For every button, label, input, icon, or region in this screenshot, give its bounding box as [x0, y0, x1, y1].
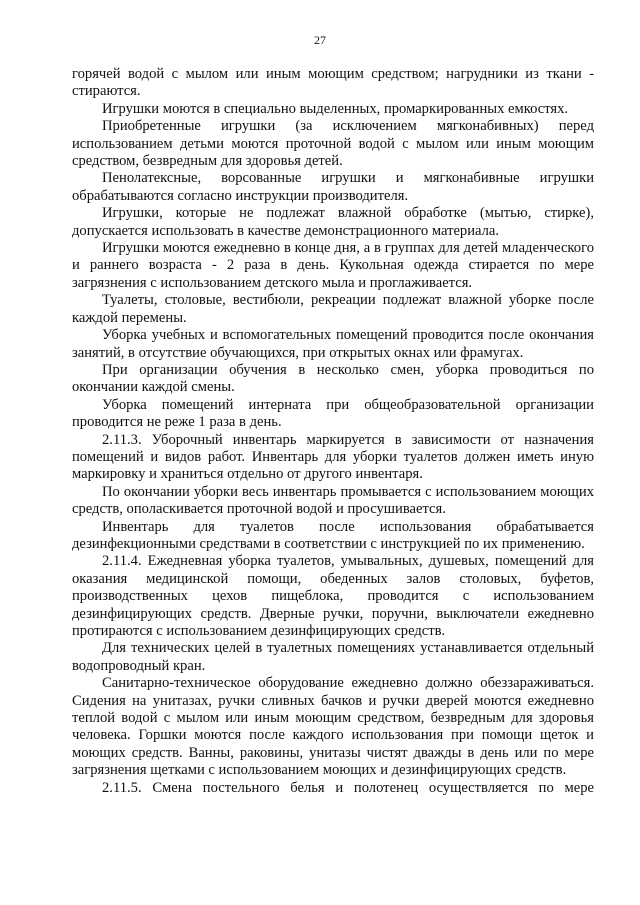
paragraph-10: Уборка помещений интерната при общеобразовательной организации проводится не реже 1 раза в день. — [72, 396, 594, 431]
paragraph-13: Инвентарь для туалетов после использования обрабатывается дезинфекционными средствами в соответствии с инструкцией по их применению. — [72, 518, 594, 552]
paragraph-8: Уборка учебных и вспомогательных помещений проводится после окончания занятий, в отсутствие обучающихся, при открытых окнах или фрамугах. — [72, 327, 594, 361]
paragraph-7: Туалеты, столовые, вестибюли, рекреации подлежат влажной уборке после каждой перемены. — [72, 292, 594, 326]
paragraph-17: 2.11.5. Смена постельного белья и полотенец осуществляется по мере — [102, 779, 594, 796]
page-number: 27 — [314, 33, 326, 47]
paragraph-12: По окончании уборки весь инвентарь промывается с использованием моющих средств, ополаскивается проточной водой и просушивается. — [72, 483, 594, 518]
paragraph-6: Игрушки моются ежедневно в конце дня, а в группах для детей младенческого и раннего возраста - 2 раза в день. Кукольная одежда стирается по мере загрязнения с использованием детского мыла и проглаживается. — [72, 240, 594, 291]
paragraph-4: Пенолатексные, ворсованные игрушки и мягконабивные игрушки обрабатываются согласно инструкции производителя. — [72, 170, 594, 204]
paragraph-3: Приобретенные игрушки (за исключением мягконабивных) перед использованием детьми моются проточной водой с мылом или иным моющим средством, безвредным для здоровья детей. — [72, 118, 594, 170]
paragraph-2: Игрушки моются в специально выделенных, промаркированных емкостях. — [102, 100, 569, 117]
paragraph-15: Для технических целей в туалетных помещениях устанавливается отдельный водопроводный кран. — [72, 640, 594, 674]
document-body — [72, 66, 594, 797]
paragraph-16: Санитарно-техническое оборудование ежедневно должно обеззараживаться. Сидения на унитазах, ручки сливных бачков и ручки дверей моются ежедневно теплой водой с мылом или иным моющим средством, безвредным для здоровья человека. Горшки моются после каждого использования при помощи щеток и моющих средств. Ванны, раковины, унитазы чистят дважды в день или по мере загрязнения щетками с использованием моющих и дезинфицирующих средств. — [72, 675, 594, 779]
paragraph-9: При организации обучения в несколько смен, уборка проводиться по окончании каждой смены. — [72, 361, 594, 396]
paragraph-5: Игрушки, которые не подлежат влажной обработке (мытью, стирке), допускается использовать в качестве демонстрационного материала. — [72, 205, 594, 239]
paragraph-1: горячей водой с мылом или иным моющим средством; нагрудники из ткани - стираются. — [72, 66, 594, 100]
paragraph-14: 2.11.4. Ежедневная уборка туалетов, умывальных, душевых, помещений для оказания медицинской помощи, обеденных залов столовых, буфетов, производственных цехов пищеблока, проводится с использованием дезинфицирующих средств. Дверные ручки, поручни, выключатели ежедневно протираются с использованием дезинфицирующих средств. — [72, 553, 594, 639]
paragraph-11: 2.11.3. Уборочный инвентарь маркируется в зависимости от назначения помещений и видов работ. Инвентарь для уборки туалетов должен иметь иную маркировку и храниться отдельно от другого инвентаря. — [72, 431, 594, 483]
